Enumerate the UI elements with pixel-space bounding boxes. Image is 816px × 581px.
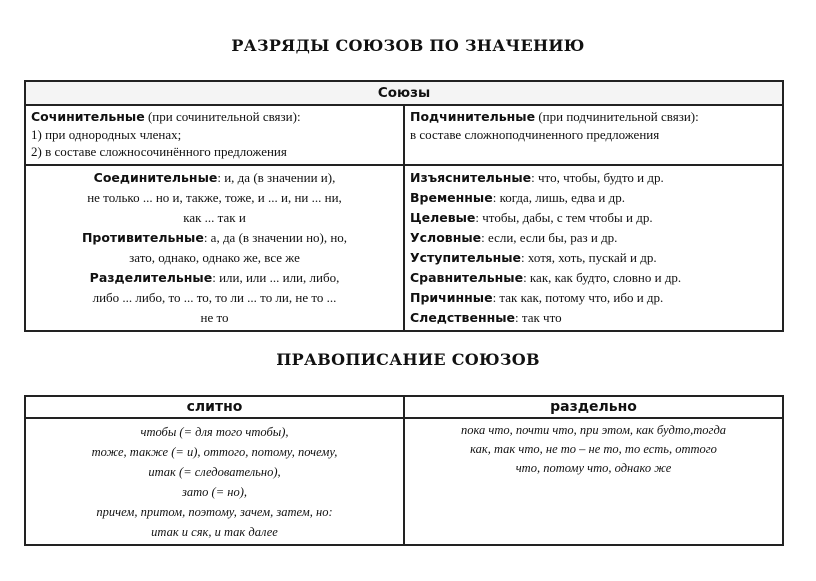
together-line: итак (= следовательно),: [148, 465, 281, 479]
section-title: ПРАВОПИСАНИЕ СОЮЗОВ: [276, 350, 540, 369]
together-line: причем, притом, поэтому, зачем, затем, но:: [96, 505, 333, 519]
together-line: чтобы (= для того чтобы),: [140, 425, 289, 439]
sub-type-term: Причинные: [410, 290, 493, 305]
sub-type-list: : хотя, хоть, пускай и др.: [521, 250, 657, 265]
sub-type-list: : что, чтобы, будто и др.: [531, 170, 664, 185]
subordinating-header-cell: [404, 105, 783, 165]
subordinating-note: (при подчинительной связи):: [535, 109, 699, 124]
sub-type-term: Следственные: [410, 310, 515, 325]
coordinating-types-cell: [25, 165, 404, 331]
sub-type-term: Целевые: [410, 210, 476, 225]
sub-type-list: : так что: [515, 310, 562, 325]
sub-type-row: [410, 288, 777, 308]
coordinating-header-cell: [25, 105, 404, 165]
separate-line: что, потому что, однако же: [515, 461, 672, 475]
together-line: итак и сяк, и так далее: [151, 525, 278, 539]
sub-type-term: Условные: [410, 230, 482, 245]
table-header: Союзы: [25, 81, 783, 105]
sub-type-list: : чтобы, дабы, с тем чтобы и др.: [475, 210, 653, 225]
connective-list-b: не только ... но и, также, тоже, и ... и, ни ... ни,: [87, 190, 342, 205]
sub-type-list: : если, если бы, раз и др.: [481, 230, 618, 245]
page-title: РАЗРЯДЫ СОЮЗОВ ПО ЗНАЧЕНИЮ: [231, 36, 585, 55]
sub-type-row: [410, 208, 777, 228]
sub-type-term: Уступительные: [410, 250, 522, 265]
adversative-list-b: зато, однако, однако же, все же: [129, 250, 300, 265]
together-cell: [25, 418, 404, 545]
sub-type-term: Сравнительные: [410, 270, 524, 285]
disjunctive-term: Разделительные: [89, 270, 213, 285]
adversative-list-a: : а, да (в значении но), но,: [203, 230, 348, 245]
coordinating-term: Сочинительные: [31, 109, 145, 124]
connective-term: Соединительные: [93, 170, 218, 185]
sub-type-list: : когда, лишь, едва и др.: [492, 190, 625, 205]
connective-list-c: как ... так и: [183, 210, 246, 225]
sub-type-row: [410, 308, 777, 328]
disjunctive-list-b: либо ... либо, то ... то, то ли ... то ли, не то ...: [92, 290, 337, 305]
conjunction-types-table: [24, 80, 784, 332]
separate-cell: [404, 418, 783, 545]
disjunctive-list-c: не то: [200, 310, 229, 325]
sub-type-row: [410, 228, 777, 248]
coordinating-use-2: 2) в составе сложносочинённого предложения: [31, 144, 287, 159]
adversative-term: Противительные: [81, 230, 204, 245]
sub-type-term: Временные: [410, 190, 493, 205]
disjunctive-list-a: : или, или ... или, либо,: [212, 270, 340, 285]
column-header-separate: раздельно: [404, 396, 783, 418]
subordinating-use: в составе сложноподчиненного предложения: [410, 126, 660, 142]
sub-type-row: [410, 248, 777, 268]
sub-type-row: [410, 168, 777, 188]
coordinating-note: (при сочинительной связи):: [144, 109, 301, 124]
subordinating-types-cell: [404, 165, 783, 331]
separate-line: пока что, почти что, при этом, как будто,тогда: [460, 423, 727, 437]
coordinating-use-1: 1) при однородных членах;: [31, 126, 182, 142]
subordinating-term: Подчинительные: [410, 109, 536, 124]
sub-type-row: [410, 268, 777, 288]
separate-line: как, так что, не то – не то, то есть, оттого: [470, 442, 717, 456]
sub-type-row: [410, 188, 777, 208]
sub-type-term: Изъяснительные: [410, 170, 532, 185]
sub-type-list: : так как, потому что, ибо и др.: [492, 290, 664, 305]
together-line: тоже, также (= и), оттого, потому, почему,: [91, 445, 338, 459]
spelling-table: [24, 395, 784, 546]
column-header-together: слитно: [25, 396, 404, 418]
together-line: зато (= но),: [182, 485, 247, 499]
connective-list-a: : и, да (в значении и),: [217, 170, 336, 185]
sub-type-list: : как, как будто, словно и др.: [523, 270, 682, 285]
